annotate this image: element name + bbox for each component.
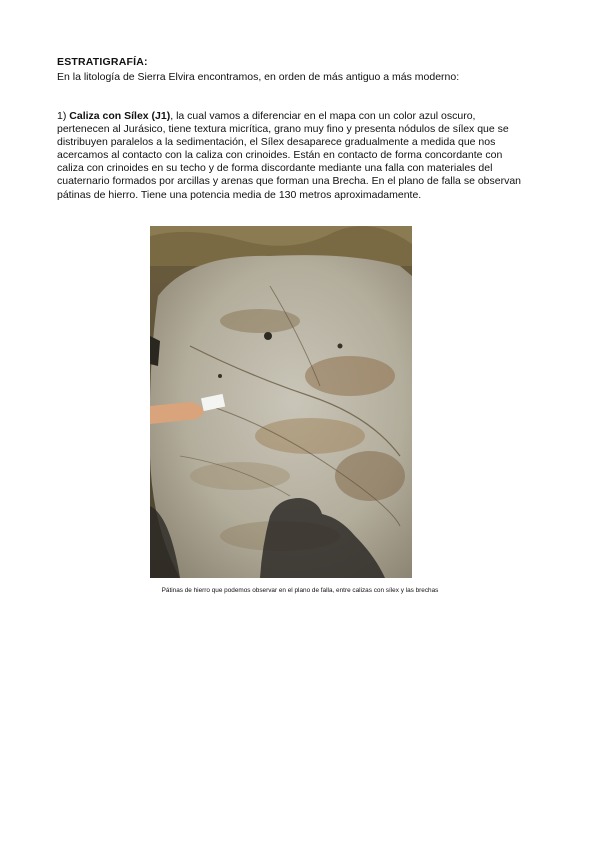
intro-text: En la litología de Sierra Elvira encontramos, en orden de más antiguo a más moderno: (57, 71, 460, 83)
unit-description-paragraph (57, 110, 525, 202)
figure-caption: Pátinas de hierro que podemos observar en el plano de falla, entre calizas con sílex y las brechas (161, 587, 439, 594)
unit-description-text: , la cual vamos a diferenciar en el mapa con un color azul oscuro, pertenecen al Jurásico, tiene textura micrítica, grano muy fino y presenta nódulos de sílex que se distribuyen paralelos a la sedimentación, el Sílex desaparece gradualmente a medida que nos acercamos al contacto con la caliza con crinoides. Están en contacto de forma concordante con caliza con crinoides en su techo y de forma discordante mediante una falla con materiales del cuaternario formados por arcillas y arenas que forman una Brecha. En el plano de falla se observan pátinas de hierro. Tiene una potencia media de 130 metros aproximadamente. (57, 110, 522, 201)
rock-outcrop-illustration (150, 226, 412, 578)
list-number: 1) (57, 110, 70, 122)
section-heading: ESTRATIGRAFÍA: (57, 56, 148, 68)
unit-name: Caliza con Sílex (J1) (69, 110, 171, 122)
outcrop-photo (150, 226, 412, 578)
